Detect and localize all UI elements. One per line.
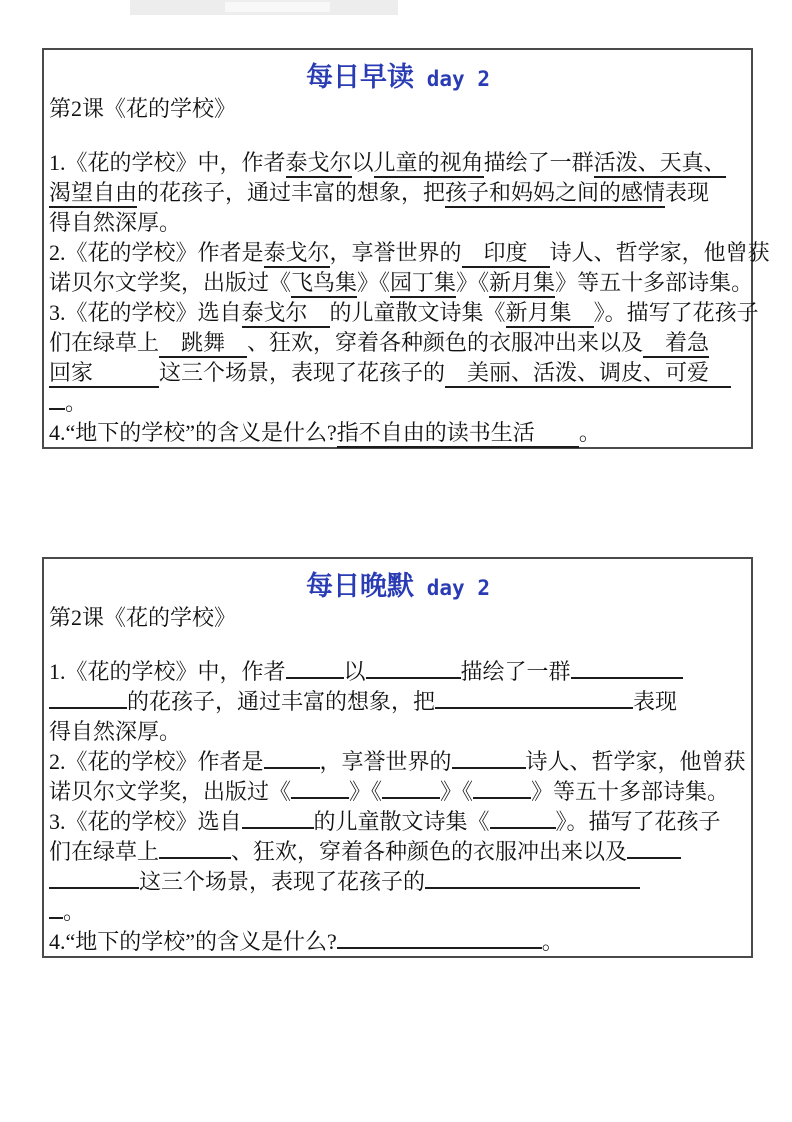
blank-field xyxy=(159,838,231,859)
answer-text: 孩子和妈妈之间的感情 xyxy=(445,180,665,208)
text-line xyxy=(49,388,747,418)
question-text: 》等五十多部诗集。 xyxy=(531,779,730,804)
question-text: 、狂欢，穿着各种颜色的衣服冲出来以及 xyxy=(231,839,628,864)
question-text: 诺贝尔文学奖，出版过《 xyxy=(49,779,292,804)
blank-field xyxy=(452,748,526,769)
blank-field xyxy=(571,658,683,679)
evening-title-day-label: day 2 xyxy=(426,576,490,600)
question-text: 3.《花的学校》选自 xyxy=(49,809,242,834)
blank-field xyxy=(435,688,633,709)
question-text: 以 xyxy=(351,150,374,175)
question-text: 们在绿草上 xyxy=(49,839,160,864)
question-text: 表现 xyxy=(633,689,678,714)
spacer xyxy=(49,123,747,148)
evening-dictation-card xyxy=(42,557,753,958)
question-text: 》。描写了花孩子 xyxy=(555,809,721,834)
answer-text: 飞鸟集 xyxy=(291,270,357,298)
question-text: 。 xyxy=(63,899,86,924)
morning-title-text: 每日早读 xyxy=(306,62,415,92)
text-line xyxy=(49,268,754,298)
question-text: 诺贝尔文学奖，出版过《 xyxy=(49,270,292,295)
question-text: 得自然深厚。 xyxy=(49,719,182,744)
question-text: 。 xyxy=(65,390,88,415)
question-text: 以 xyxy=(343,659,366,684)
question-text: 的花孩子，通过丰富的想象，把 xyxy=(127,689,436,714)
text-line xyxy=(49,897,747,927)
text-line xyxy=(49,687,747,717)
spacer xyxy=(49,632,747,657)
question-text: 。 xyxy=(541,929,564,954)
question-text: 1.《花的学校》中，作者 xyxy=(49,659,286,684)
answer-text: 泰戈尔 xyxy=(286,150,352,178)
answer-text: 泰戈尔 xyxy=(242,300,330,328)
blank-field xyxy=(49,898,63,919)
answer-text: 印度 xyxy=(462,240,550,268)
text-line xyxy=(49,358,747,388)
answer-text: 渴望自由 xyxy=(49,180,137,208)
question-text: 这三个场景，表现了花孩子的 xyxy=(159,360,446,385)
text-line xyxy=(49,328,747,358)
answer-text: 着急 xyxy=(643,330,709,358)
blank-field xyxy=(49,688,127,709)
evening-title-text: 每日晚默 xyxy=(306,571,415,601)
text-line xyxy=(49,777,747,807)
answer-text: 跳舞 xyxy=(159,330,247,358)
question-text: 描绘了一群 xyxy=(460,659,571,684)
text-line xyxy=(49,657,747,687)
question-text: 的儿童散文诗集《 xyxy=(313,809,490,834)
text-line xyxy=(49,148,747,178)
blank-field xyxy=(425,868,640,889)
question-text: 诗人、哲学家，他曾获 xyxy=(525,749,746,774)
answer-text: 回家 xyxy=(49,360,159,388)
morning-question-lines xyxy=(49,148,770,448)
blank-field xyxy=(382,778,440,799)
question-text: 》。描写了花孩子 xyxy=(593,300,759,325)
question-text: 描绘了一群 xyxy=(483,150,594,175)
text-line xyxy=(49,238,770,268)
blank-field xyxy=(286,658,344,679)
answer-text: 指不自由的读书生活 xyxy=(337,420,579,448)
answer-text: 活泼、天真、 xyxy=(594,150,726,178)
question-text: 4.“地下的学校”的含义是什么? xyxy=(49,929,337,954)
question-text: 》《 xyxy=(440,779,474,804)
question-text: 3.《花的学校》选自 xyxy=(49,300,242,325)
text-line xyxy=(49,927,747,957)
question-text: 的儿童散文诗集《 xyxy=(329,300,506,325)
blank-field xyxy=(49,389,65,410)
text-line xyxy=(49,178,747,208)
blank-field xyxy=(337,928,542,949)
question-text: 1.《花的学校》中，作者 xyxy=(49,150,286,175)
text-line xyxy=(49,807,747,837)
blank-field xyxy=(473,778,531,799)
question-text: 表现 xyxy=(665,180,710,205)
question-text: 得自然深厚。 xyxy=(49,210,182,235)
question-text: 这三个场景，表现了花孩子的 xyxy=(139,869,426,894)
answer-text: 儿童的视角 xyxy=(374,150,484,178)
answer-text: 园丁集 xyxy=(390,270,456,298)
blank-field xyxy=(627,838,681,859)
scan-artifact xyxy=(130,0,398,15)
question-text: 》等五十多部诗集。 xyxy=(555,270,754,295)
question-text: 2.《花的学校》作者是 xyxy=(49,240,264,265)
morning-lesson-subtitle: 第2课《花的学校》 xyxy=(49,96,237,121)
text-line xyxy=(49,867,747,897)
question-text: 4.“地下的学校”的含义是什么? xyxy=(49,420,337,445)
question-text: 、狂欢，穿着各种颜色的衣服冲出来以及 xyxy=(247,330,644,355)
question-text: 的花孩子，通过丰富的想象，把 xyxy=(137,180,446,205)
blank-field xyxy=(490,808,556,829)
blank-field xyxy=(49,868,139,889)
text-line xyxy=(49,747,747,777)
morning-card-title xyxy=(49,60,747,94)
morning-title-day-label: day 2 xyxy=(426,67,490,91)
question-text: ，享誉世界的 xyxy=(319,749,452,774)
answer-text: 新月集 xyxy=(506,300,594,328)
answer-text: 新月集 xyxy=(489,270,555,298)
question-text: 2.《花的学校》作者是 xyxy=(49,749,264,774)
question-text: 》《 xyxy=(456,270,490,295)
text-line xyxy=(49,298,759,328)
blank-field xyxy=(264,748,320,769)
text-line xyxy=(49,208,747,238)
answer-text: 泰戈尔 xyxy=(264,240,330,268)
blank-field xyxy=(291,778,349,799)
answer-text: 美丽、活泼、调皮、可爱 xyxy=(445,360,731,388)
question-text: 》《 xyxy=(349,779,383,804)
evening-lesson-subtitle: 第2课《花的学校》 xyxy=(49,605,237,630)
question-text: 》《 xyxy=(357,270,391,295)
scan-artifact-highlight xyxy=(225,2,330,12)
question-text: 。 xyxy=(578,420,601,445)
morning-reading-card xyxy=(42,48,770,449)
text-line xyxy=(49,717,747,747)
text-line xyxy=(49,418,747,448)
blank-field xyxy=(242,808,314,829)
text-line xyxy=(49,837,747,867)
evening-card-title xyxy=(49,569,747,603)
evening-question-lines xyxy=(49,657,747,957)
question-text: 们在绿草上 xyxy=(49,330,160,355)
blank-field xyxy=(366,658,461,679)
question-text: ，享誉世界的 xyxy=(329,240,462,265)
question-text: 诗人、哲学家，他曾获 xyxy=(549,240,770,265)
